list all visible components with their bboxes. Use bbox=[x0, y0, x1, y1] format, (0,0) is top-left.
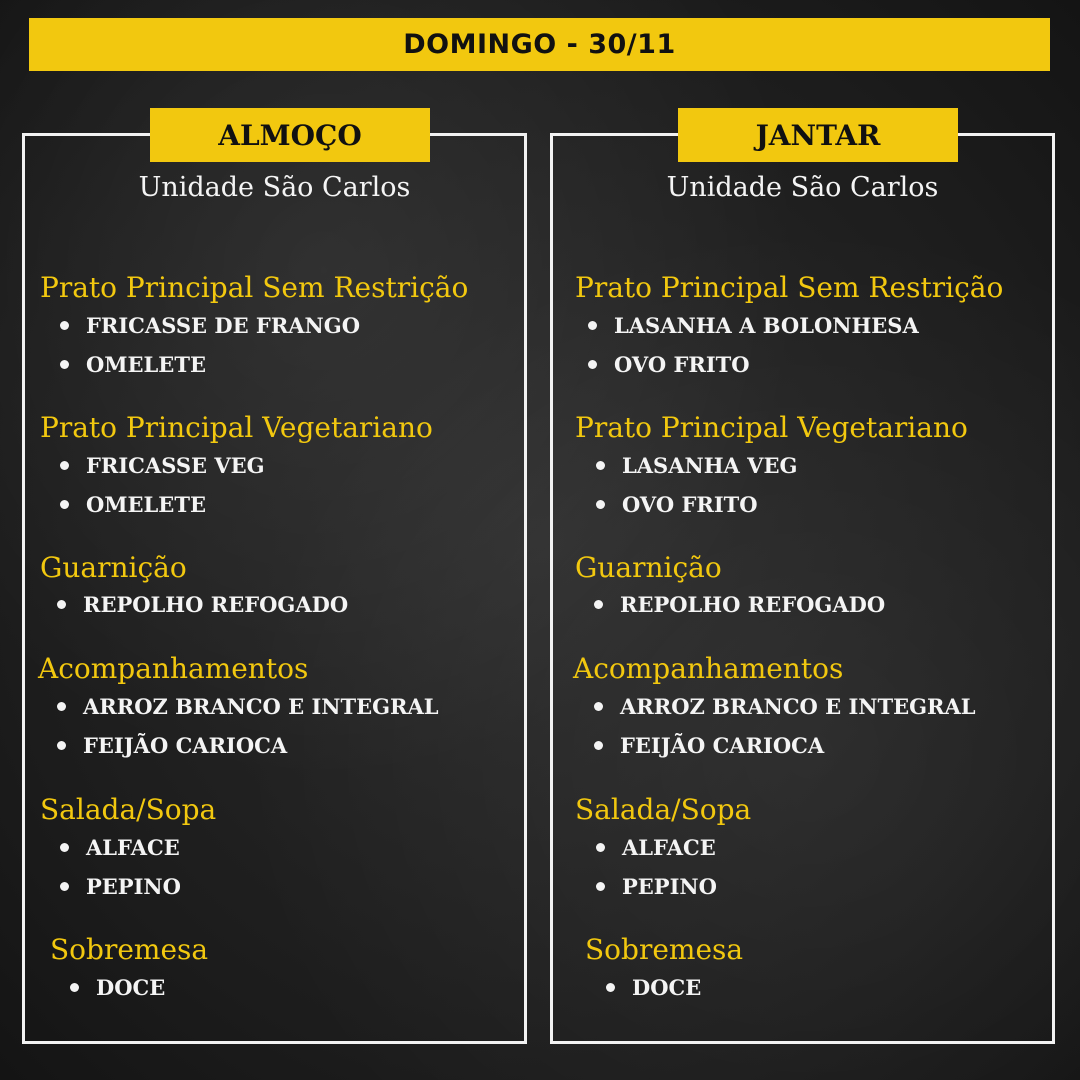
bullet-icon bbox=[60, 882, 69, 891]
lunch-menu-item: FRICASSE VEG bbox=[60, 453, 265, 478]
bullet-icon bbox=[60, 321, 69, 330]
bullet-icon bbox=[596, 882, 605, 891]
lunch-title: ALMOÇO bbox=[218, 118, 362, 152]
lunch-menu-item: PEPINO bbox=[60, 874, 181, 899]
bullet-icon bbox=[60, 843, 69, 852]
lunch-section-title: Salada/Sopa bbox=[40, 793, 217, 826]
bullet-icon bbox=[594, 741, 603, 750]
lunch-section-title: Prato Principal Sem Restrição bbox=[40, 271, 469, 304]
lunch-menu-item: REPOLHO REFOGADO bbox=[57, 592, 348, 617]
lunch-section-title: Sobremesa bbox=[50, 933, 209, 966]
bullet-icon bbox=[594, 702, 603, 711]
lunch-panel bbox=[22, 118, 527, 1044]
dinner-section-title: Salada/Sopa bbox=[575, 793, 752, 826]
dinner-section-title: Prato Principal Vegetariano bbox=[575, 411, 968, 444]
dinner-tab bbox=[678, 108, 958, 162]
dinner-unit: Unidade São Carlos bbox=[666, 172, 939, 203]
lunch-tab bbox=[150, 108, 430, 162]
dinner-menu-item: DOCE bbox=[606, 975, 701, 1000]
dinner-menu-item: LASANHA A BOLONHESA bbox=[588, 313, 919, 338]
bullet-icon bbox=[588, 360, 597, 369]
dinner-section-title: Guarnição bbox=[575, 551, 722, 584]
lunch-menu-item: ALFACE bbox=[60, 835, 180, 860]
lunch-menu-item: ARROZ BRANCO E INTEGRAL bbox=[57, 694, 439, 719]
dinner-menu-item: OVO FRITO bbox=[596, 492, 758, 517]
lunch-unit: Unidade São Carlos bbox=[138, 172, 411, 203]
bullet-icon bbox=[606, 983, 615, 992]
lunch-menu-item: DOCE bbox=[70, 975, 165, 1000]
bullet-icon bbox=[594, 600, 603, 609]
lunch-menu-item: OMELETE bbox=[60, 492, 206, 517]
day-banner bbox=[29, 18, 1050, 71]
lunch-menu-item: FRICASSE DE FRANGO bbox=[60, 313, 360, 338]
dinner-menu-item: ARROZ BRANCO E INTEGRAL bbox=[594, 694, 976, 719]
bullet-icon bbox=[57, 702, 66, 711]
bullet-icon bbox=[596, 461, 605, 470]
bullet-icon bbox=[60, 360, 69, 369]
dinner-menu-item: OVO FRITO bbox=[588, 352, 750, 377]
lunch-menu-item: OMELETE bbox=[60, 352, 206, 377]
dinner-section-title: Prato Principal Sem Restrição bbox=[575, 271, 1004, 304]
lunch-menu-item: FEIJÃO CARIOCA bbox=[57, 733, 287, 758]
bullet-icon bbox=[57, 741, 66, 750]
bullet-icon bbox=[588, 321, 597, 330]
dinner-menu-item: PEPINO bbox=[596, 874, 717, 899]
bullet-icon bbox=[596, 843, 605, 852]
dinner-menu-item: LASANHA VEG bbox=[596, 453, 797, 478]
dinner-title: JANTAR bbox=[755, 118, 881, 152]
bullet-icon bbox=[57, 600, 66, 609]
bullet-icon bbox=[596, 500, 605, 509]
lunch-section-title: Prato Principal Vegetariano bbox=[40, 411, 433, 444]
day-title: DOMINGO - 30/11 bbox=[403, 29, 676, 60]
lunch-section-title: Acompanhamentos bbox=[38, 652, 309, 685]
dinner-menu-item: ALFACE bbox=[596, 835, 716, 860]
dinner-section-title: Acompanhamentos bbox=[573, 652, 844, 685]
bullet-icon bbox=[70, 983, 79, 992]
bullet-icon bbox=[60, 500, 69, 509]
dinner-menu-item: REPOLHO REFOGADO bbox=[594, 592, 885, 617]
dinner-menu-item: FEIJÃO CARIOCA bbox=[594, 733, 824, 758]
bullet-icon bbox=[60, 461, 69, 470]
dinner-panel bbox=[550, 118, 1055, 1044]
lunch-section-title: Guarnição bbox=[40, 551, 187, 584]
dinner-section-title: Sobremesa bbox=[585, 933, 744, 966]
